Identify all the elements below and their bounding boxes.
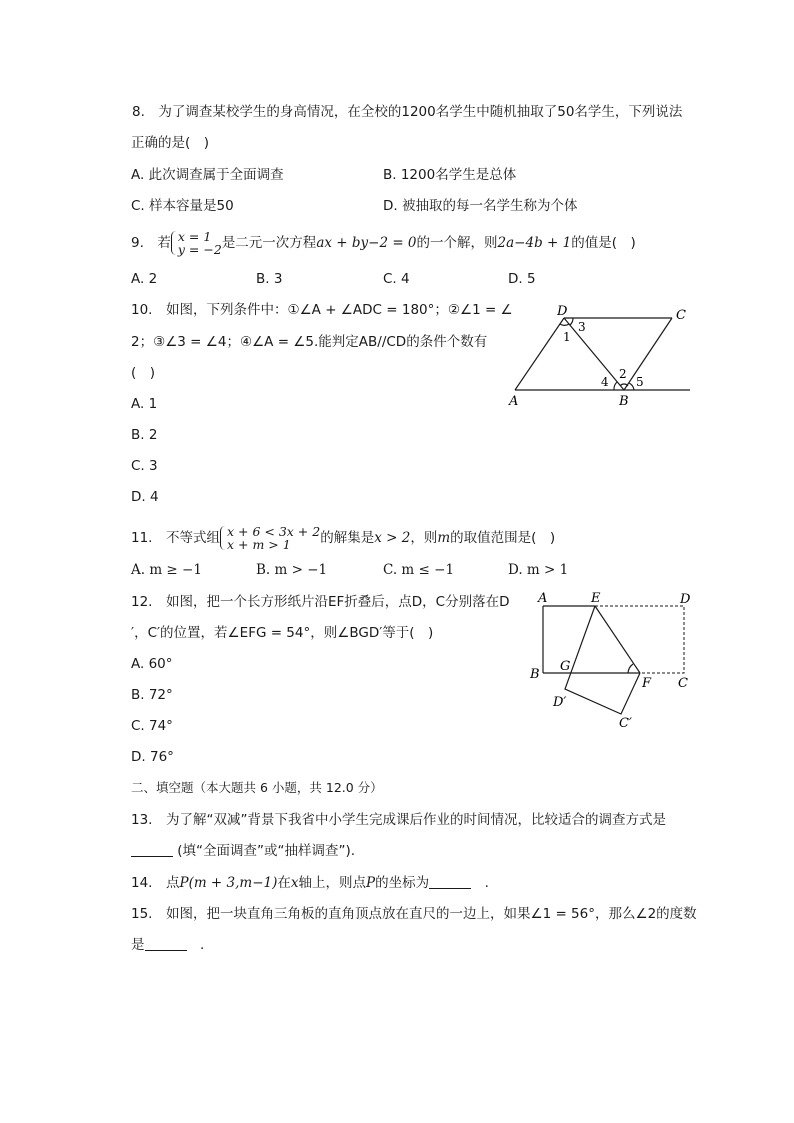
q10-label-3: 3 — [578, 320, 586, 334]
q11-option-a: A. m ≥ −1 — [131, 562, 202, 578]
q12-stem-line1: 12. 如图，把一个长方形纸片沿EF折叠后，点D，C分别落在D — [131, 594, 510, 610]
q12-option-a: A. 60° — [131, 656, 173, 672]
q8-option-a: A. 此次调查属于全面调查 — [131, 167, 284, 183]
q15-answer-blank[interactable] — [145, 936, 187, 951]
q12-label-g: G — [560, 659, 571, 674]
q9-option-d: D. 5 — [508, 271, 536, 287]
q12-label-d: D — [680, 592, 691, 607]
q8-option-d: D. 被抽取的每一名学生称为个体 — [383, 198, 578, 214]
q15-stem-line1: 15. 如图，把一块直角三角板的直角顶点放在直尺的一边上，如果∠1 = 56°，那么∠2的度数 — [131, 906, 697, 922]
q8-option-b: B. 1200名学生是总体 — [383, 167, 517, 183]
q13-stem-line2: (填“全面调查”或“抽样调查”). — [131, 841, 355, 861]
q12-label-f: F — [642, 676, 652, 691]
section-2-heading: 二、填空题（本大题共 6 小题，共 12.0 分） — [131, 780, 383, 795]
q10-label-2: 2 — [619, 367, 627, 381]
q8-stem-line2: 正确的是( ) — [131, 135, 210, 151]
q12-option-c: C. 74° — [131, 718, 173, 734]
q10-stem-line3: ( ) — [131, 365, 156, 381]
q15-stem-line2: 是 . — [131, 937, 205, 953]
q9-option-a: A. 2 — [131, 271, 158, 287]
q10-label-d: D — [557, 304, 568, 319]
q10-label-c: C — [676, 308, 686, 323]
q10-label-b: B — [619, 394, 629, 409]
q12-stem-line2: ′，C′的位置，若∠EFG = 54°，则∠BGD′等于( ) — [131, 625, 434, 641]
q10-option-d: D. 4 — [131, 489, 159, 505]
q12-label-c: C — [678, 676, 688, 691]
q11-option-d: D. m > 1 — [508, 562, 569, 578]
q9-option-b: B. 3 — [256, 271, 283, 287]
q11-stem: 11. 不等式组 x + 6 < 3x + 2 x + m > 1 的解集是x > 2，则m的取值范围是( ) — [131, 524, 556, 552]
q11-option-b: B. m > −1 — [256, 562, 328, 578]
q8-option-c: C. 样本容量是50 — [131, 198, 234, 214]
q10-parallelogram-figure — [505, 300, 700, 412]
q12-option-b: B. 72° — [131, 687, 173, 703]
q9-equation-system: x = 1 y = −2 — [171, 230, 222, 256]
q11-option-c: C. m ≤ −1 — [383, 562, 455, 578]
q12-label-c-prime: C′ — [619, 716, 632, 731]
q10-label-1: 1 — [563, 330, 571, 344]
q12-label-b: B — [530, 667, 540, 682]
q9-option-c: C. 4 — [383, 271, 410, 287]
q9-stem: 9. 若 x = 1 y = −2 是二元一次方程ax + by−2 = 0的一个解，则2a−4b + 1的值是( ) — [131, 229, 636, 257]
q13-answer-blank[interactable] — [131, 842, 173, 857]
q12-label-a: A — [538, 591, 548, 606]
q12-option-d: D. 76° — [131, 749, 174, 765]
q10-label-a: A — [509, 394, 519, 409]
q8-stem-line1: 8. 为了调查某校学生的身高情况，在全校的1200名学生中随机抽取了50名学生，下列说法 — [132, 104, 683, 120]
q12-label-e: E — [591, 591, 601, 606]
q10-label-5: 5 — [636, 375, 644, 389]
q10-stem-line1: 10. 如图，下列条件中：①∠A + ∠ADC = 180°；②∠1 = ∠ — [131, 302, 513, 318]
q12-folded-rectangle-figure — [525, 590, 700, 735]
q13-stem-line1: 13. 为了解“双减”背景下我省中小学生完成课后作业的时间情况，比较适合的调查方式是 — [131, 812, 666, 828]
q10-stem-line2: 2；③∠3 = ∠4；④∠A = ∠5.能判定AB//CD的条件个数有 — [131, 334, 488, 350]
q10-option-c: C. 3 — [131, 458, 158, 474]
q11-inequality-system: x + 6 < 3x + 2 x + m > 1 — [220, 525, 320, 551]
q14-stem: 14. 点P(m + 3,m−1)在x轴上，则点P的坐标为 . — [131, 875, 489, 891]
q14-answer-blank[interactable] — [429, 874, 471, 889]
q10-label-4: 4 — [601, 375, 609, 389]
q12-label-d-prime: D′ — [553, 695, 567, 710]
q10-option-b: B. 2 — [131, 427, 158, 443]
q10-option-a: A. 1 — [131, 396, 158, 412]
